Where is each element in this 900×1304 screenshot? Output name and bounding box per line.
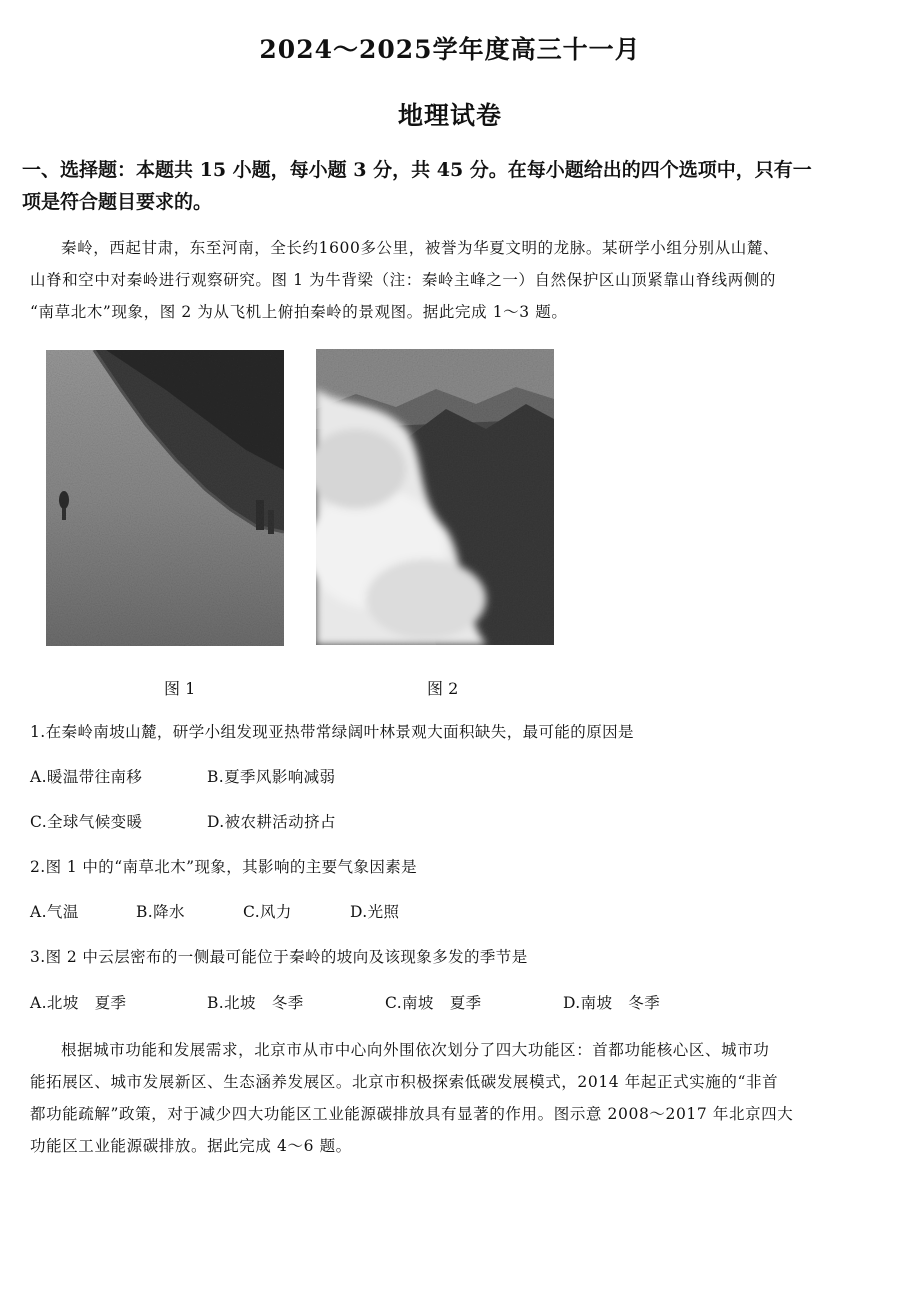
question-2-stem: 2.图 1 中的“南草北木”现象，其影响的主要气象因素是 xyxy=(30,858,418,876)
passage-beijing xyxy=(30,1034,860,1162)
question-2-option-a: A.气温 xyxy=(30,903,79,921)
question-1-option-d: D.被农耕活动挤占 xyxy=(207,813,336,831)
figure-2-caption: 图 2 xyxy=(427,679,459,698)
section-heading-line-2: 项是符合题目要求的。 xyxy=(22,191,213,213)
figure-1-image xyxy=(46,350,284,646)
figure-1-caption: 图 1 xyxy=(164,679,196,698)
question-1-option-b: B.夏季风影响减弱 xyxy=(207,768,336,786)
question-3-stem: 3.图 2 中云层密布的一侧最可能位于秦岭的坡向及该现象多发的季节是 xyxy=(30,948,528,966)
question-2-option-d: D.光照 xyxy=(350,903,400,921)
question-1-option-c: C.全球气候变暖 xyxy=(30,813,143,831)
passage-line: 都功能疏解”政策，对于减少四大功能区工业能源碳排放具有显著的作用。图示意 2008～2017 年北京四大 xyxy=(30,1105,794,1123)
passage-qinling xyxy=(30,232,860,328)
passage-line: “南草北木”现象，图 2 为从飞机上俯拍秦岭的景观图。据此完成 1～3 题。 xyxy=(30,303,568,321)
question-3-option-c: C.南坡 夏季 xyxy=(385,994,482,1012)
passage-line: 秦岭，西起甘肃，东至河南，全长约1600多公里，被誉为华夏文明的龙脉。某研学小组分别从山麓、 xyxy=(61,239,780,257)
question-3-option-a: A.北坡 夏季 xyxy=(30,994,127,1012)
exam-title: 2024～2025学年度高三十一月 xyxy=(259,35,641,64)
question-2-option-b: B.降水 xyxy=(136,903,185,921)
section-heading-line-1: 一、选择题：本题共 15 小题，每小题 3 分，共 45 分。在每小题给出的四个选项中，只有一 xyxy=(22,159,812,181)
passage-line: 山脊和空中对秦岭进行观察研究。图 1 为牛背梁（注：秦岭主峰之一）自然保护区山顶紧靠山脊线两侧的 xyxy=(30,271,777,289)
question-2-option-c: C.风力 xyxy=(243,903,292,921)
passage-line: 功能区工业能源碳排放。据此完成 4～6 题。 xyxy=(30,1137,352,1155)
question-1-option-a: A.暖温带往南移 xyxy=(30,768,143,786)
section-heading xyxy=(22,154,852,218)
exam-subject-title: 地理试卷 xyxy=(397,101,502,130)
passage-line: 能拓展区、城市发展新区、生态涵养发展区。北京市积极探索低碳发展模式，2014 年起正式实施的“非首 xyxy=(30,1073,779,1091)
figure-2-image xyxy=(316,349,554,645)
figure-2-photo xyxy=(316,349,554,645)
question-3-option-b: B.北坡 冬季 xyxy=(207,994,304,1012)
figure-1-photo xyxy=(46,350,284,646)
question-1-stem: 1.在秦岭南坡山麓，研学小组发现亚热带常绿阔叶林景观大面积缺失，最可能的原因是 xyxy=(30,723,634,741)
question-3-option-d: D.南坡 冬季 xyxy=(563,994,661,1012)
passage-line: 根据城市功能和发展需求，北京市从市中心向外围依次划分了四大功能区：首都功能核心区、城市功 xyxy=(61,1041,770,1059)
